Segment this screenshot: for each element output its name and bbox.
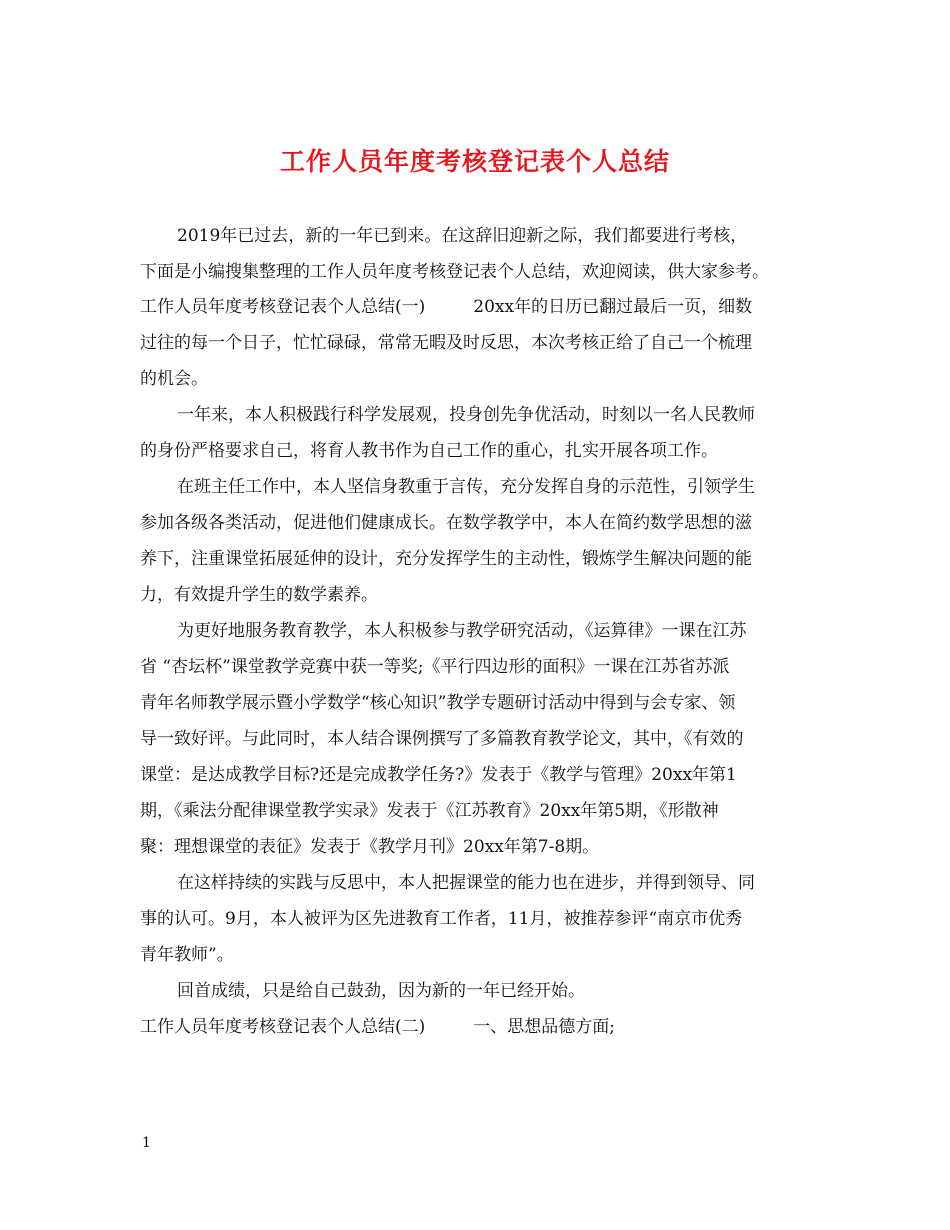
- text-line: 青年名师教学展示暨小学数学“核心知识”教学专题研讨活动中得到与会专家、领: [140, 693, 736, 713]
- text-line: 期，《乘法分配律课堂教学实录》发表于《江苏教育》20xx年第5期，《形散神: [140, 801, 719, 821]
- text-line: 为更好地服务教育教学，本人积极参与教学研究活动，《运算律》一课在江苏: [177, 621, 747, 641]
- text-line: 下面是小编搜集整理的工作人员年度考核登记表个人总结，欢迎阅读，供大家参考。: [140, 262, 769, 282]
- text-line: 课堂：是达成教学目标?还是完成教学任务?》发表于《教学与管理》20xx年第1: [140, 765, 737, 785]
- text-line: 一年来，本人积极践行科学发展观，投身创先争优活动，时刻以一名人民教师: [177, 405, 755, 425]
- text-line: 工作人员年度考核登记表个人总结(一) 20xx年的日历已翻过最后一页，细数: [140, 297, 753, 317]
- text-line: 回首成绩，只是给自己鼓劲，因为新的一年已经开始。: [177, 981, 585, 1001]
- text-line: 的身份严格要求自己，将育人教书作为自己工作的重心，扎实开展各项工作。: [140, 441, 718, 461]
- section-heading: 工作人员年度考核登记表个人总结(二): [140, 1017, 426, 1037]
- text-line: 事的认可。9月，本人被评为区先进教育工作者，11月，被推荐参评“南京市优秀: [140, 909, 743, 929]
- text-line: 青年教师”。: [140, 945, 234, 965]
- text-line: 2019年已过去，新的一年已到来。在这辞旧迎新之际，我们都要进行考核，: [177, 226, 748, 246]
- text-line: 养下，注重课堂拓展延伸的设计，充分发挥学生的主动性，锻炼学生解决问题的能: [140, 549, 752, 569]
- section-heading: 工作人员年度考核登记表个人总结(一): [140, 297, 426, 317]
- text-line: 的机会。: [140, 369, 208, 389]
- text-line: 导一致好评。与此同时，本人结合课例撰写了多篇教育教学论文，其中，《有效的: [140, 729, 744, 749]
- text-line: 过往的每一个日子，忙忙碌碌，常常无暇及时反思，本次考核正给了自己一个梳理: [140, 333, 752, 353]
- document-title: 工作人员年度考核登记表个人总结: [279, 147, 670, 176]
- text-line: 在这样持续的实践与反思中，本人把握课堂的能力也在进步，并得到领导、同: [177, 873, 755, 893]
- page-number: 1: [142, 1135, 151, 1151]
- text-line: 工作人员年度考核登记表个人总结(二) 一、思想品德方面;: [140, 1017, 615, 1037]
- text-line: 省 “杏坛杯”课堂教学竞赛中获一等奖;《平行四边形的面积》一课在江苏省苏派: [140, 657, 730, 677]
- text-line: 在班主任工作中，本人坚信身教重于言传，充分发挥自身的示范性，引领学生: [177, 477, 755, 497]
- text-line: 力，有效提升学生的数学素养。: [140, 585, 378, 605]
- text-line: 参加各级各类活动，促进他们健康成长。在数学教学中，本人在简约数学思想的滋: [140, 513, 752, 533]
- text-line: 聚：理想课堂的表征》发表于《教学月刊》20xx年第7-8期。: [140, 837, 600, 857]
